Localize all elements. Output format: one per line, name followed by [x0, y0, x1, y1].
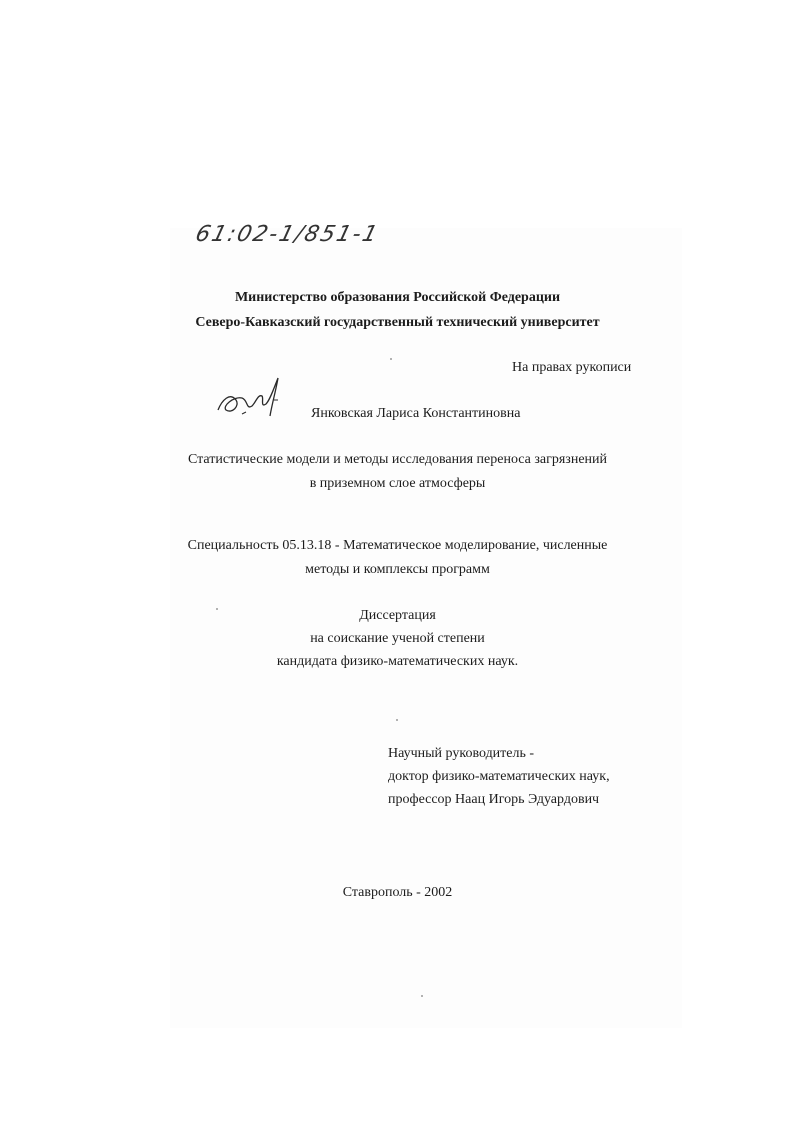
supervisor-line-1: Научный руководитель - [388, 746, 535, 761]
scan-speck [390, 358, 392, 360]
university-heading: Северо-Кавказский государственный технический университет [195, 315, 600, 330]
scan-speck [421, 995, 423, 997]
author-name: Янковская Лариса Константиновна [311, 406, 521, 421]
degree-line-1: Диссертация [359, 608, 436, 623]
specialty-line-2: методы и комплексы программ [305, 562, 490, 577]
thesis-title-line-2: в приземном слое атмосферы [309, 476, 486, 491]
supervisor-line-2: доктор физико-математических наук, [388, 769, 610, 784]
scan-speck [216, 608, 218, 610]
specialty-line-1: Специальность 05.13.18 - Математическое моделирование, численные [187, 538, 608, 553]
degree-line-2: на соискание ученой степени [310, 631, 485, 646]
author-signature [212, 370, 288, 422]
supervisor-line-3: профессор Наац Игорь Эдуардович [388, 792, 600, 807]
thesis-title-line-1: Статистические модели и методы исследования переноса загрязнений [187, 452, 608, 467]
manuscript-rights: На правах рукописи [512, 360, 632, 375]
ministry-heading: Министерство образования Российской Федерации [234, 290, 561, 305]
degree-line-3: кандидата физико-математических наук. [276, 654, 519, 669]
scan-speck [396, 719, 398, 721]
scan-background [170, 228, 682, 1028]
archive-code-handwritten: 61:02-1/851-1 [192, 222, 382, 247]
place-year: Ставрополь - 2002 [342, 885, 453, 900]
